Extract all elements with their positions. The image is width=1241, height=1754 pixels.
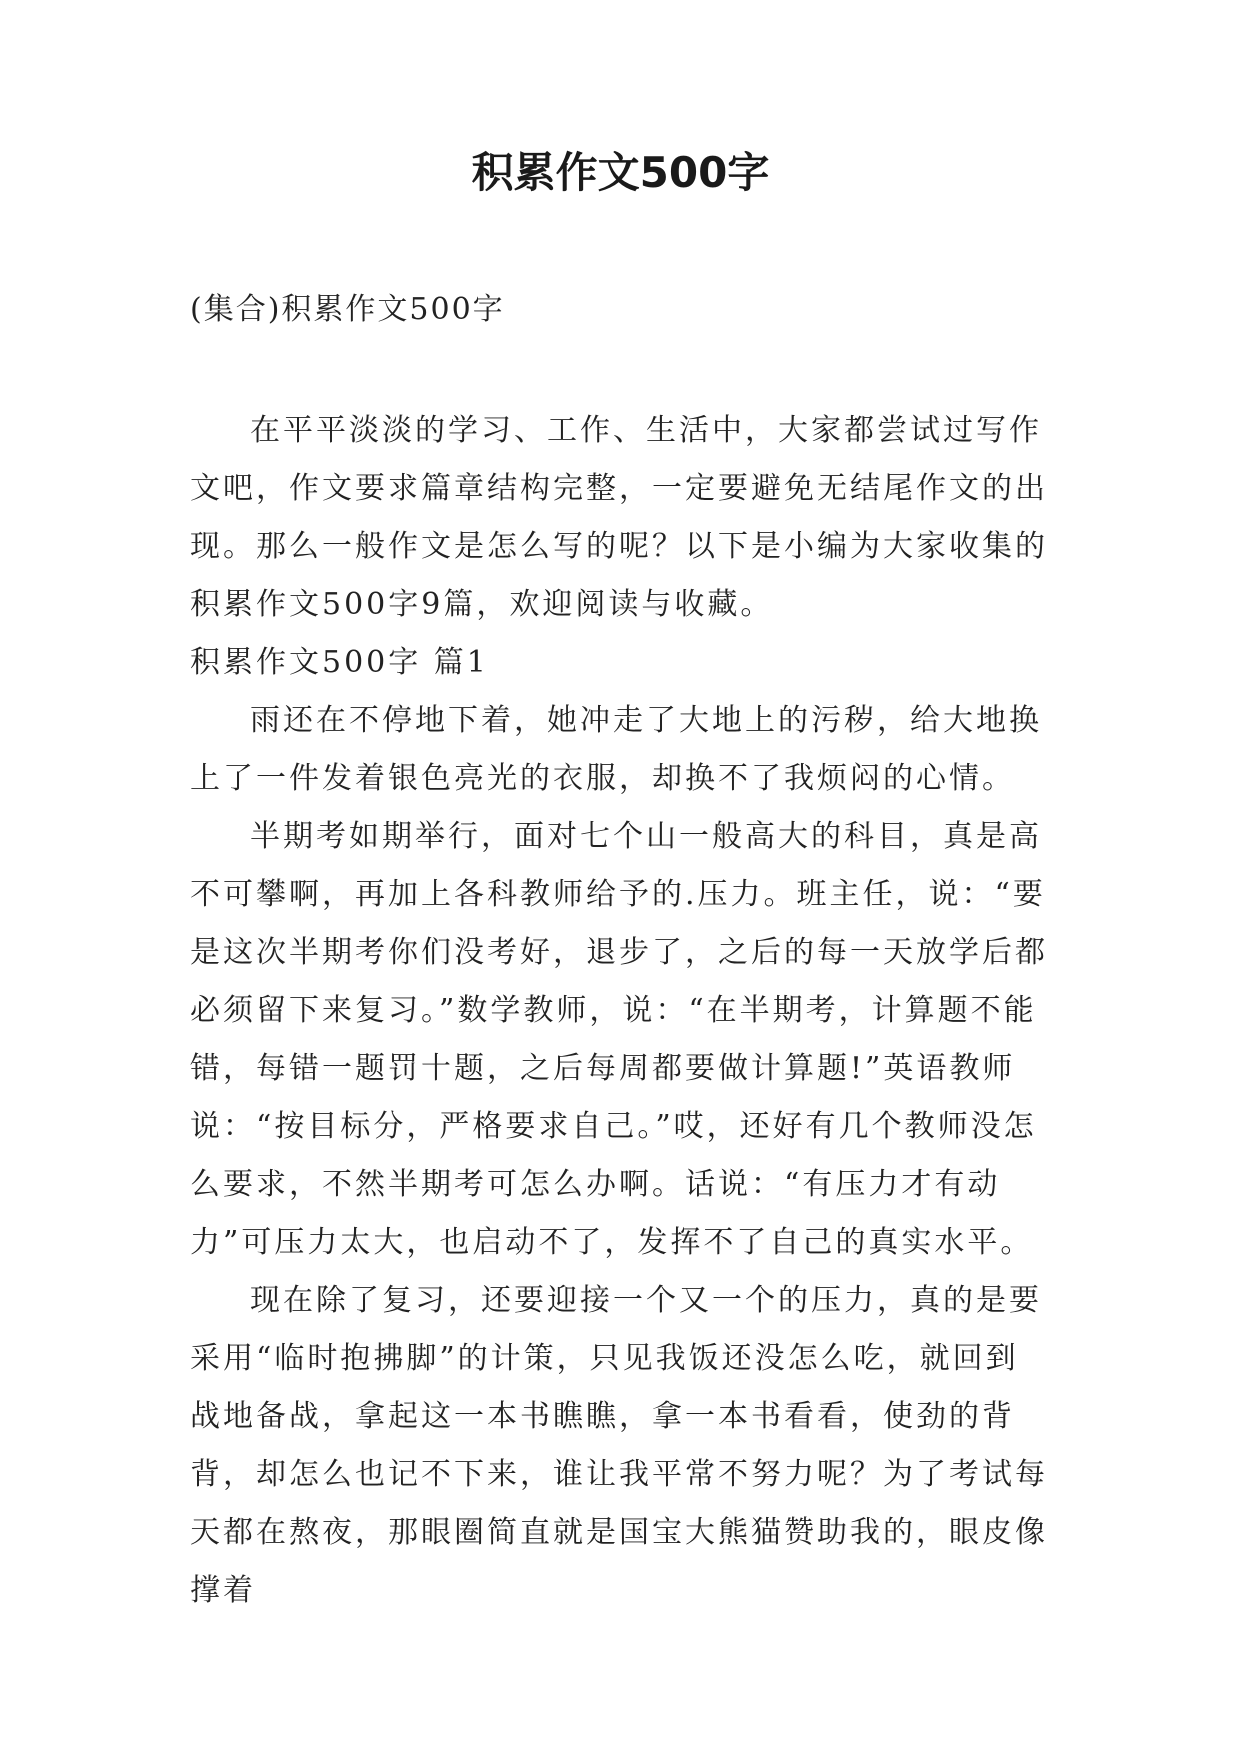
document-title: 积累作文500字 xyxy=(471,148,770,197)
section-heading: 积累作文500字 篇1 xyxy=(190,645,489,680)
document-body xyxy=(190,402,1050,1620)
body-paragraph: 雨还在不停地下着，她冲走了大地上的污秽，给大地换上了一件发着银色亮光的衣服，却换不了我烦闷的心情。 xyxy=(190,703,1042,796)
document-subtitle: (集合)积累作文500字 xyxy=(190,292,505,327)
body-paragraph: 半期考如期举行，面对七个山一般高大的科目，真是高不可攀啊，再加上各科教师给予的.压力。班主任，说：“要是这次半期考你们没考好，退步了，之后的每一天放学后都必须留下来复习。”数学教师，说：“在半期考，计算题不能错，每错一题罚十题，之后每周都要做计算题!”英语教师说：“按目标分，严格要求自己。”哎，还好有几个教师没怎么要求，不然半期考可怎么办啊。话说：“有压力才有动力”可压力太大，也启动不了，发挥不了自己的真实水平。 xyxy=(190,819,1048,1260)
body-paragraph: 现在除了复习，还要迎接一个又一个的压力，真的是要采用“临时抱拂脚”的计策，只见我饭还没怎么吃，就回到战地备战，拿起这一本书瞧瞧，拿一本书看看，使劲的背背，却怎么也记不下来，谁让我平常不努力呢？为了考试每天都在熬夜，那眼圈简直就是国宝大熊猫赞助我的，眼皮像撑着 xyxy=(190,1283,1048,1608)
intro-paragraph: 在平平淡淡的学习、工作、生活中，大家都尝试过写作文吧，作文要求篇章结构完整，一定要避免无结尾作文的出现。那么一般作文是怎么写的呢？以下是小编为大家收集的积累作文500字9篇，欢迎阅读与收藏。 xyxy=(190,413,1048,622)
